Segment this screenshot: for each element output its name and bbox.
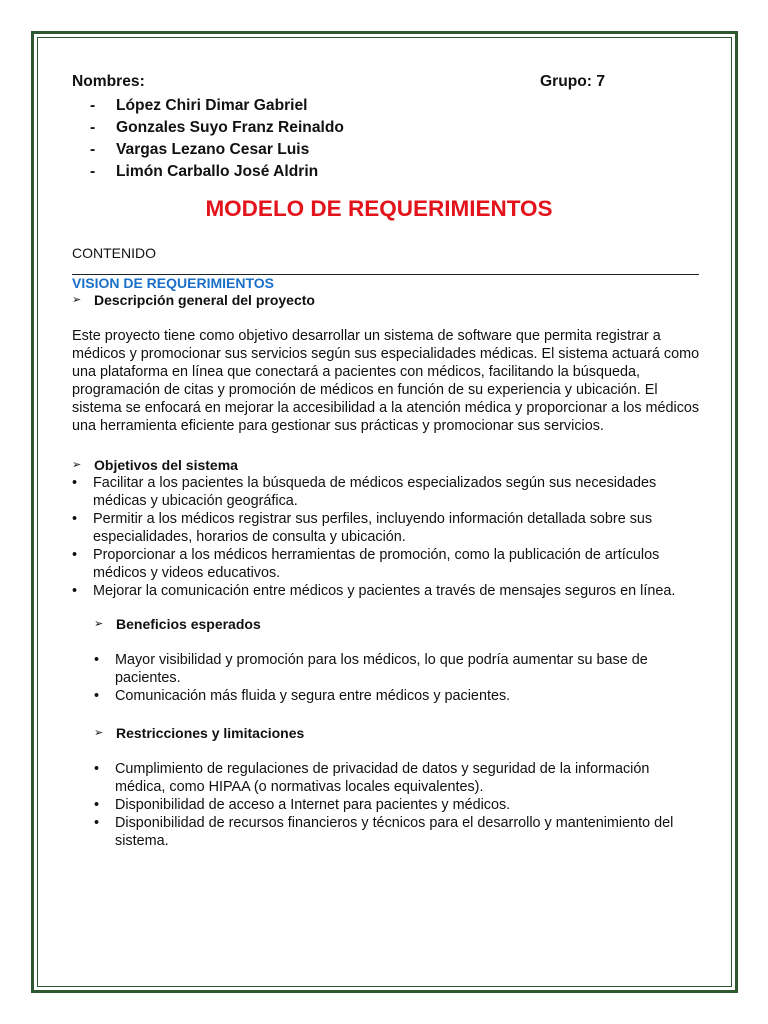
dash-marker: -: [90, 141, 96, 158]
name-text: Vargas Lezano Cesar Luis: [116, 141, 310, 158]
list-item-text: Mejorar la comunicación entre médicos y pacientes a través de mensajes seguros en línea.: [93, 583, 676, 600]
nombres-label: Nombres:: [72, 73, 145, 90]
dash-marker: -: [90, 163, 96, 180]
document-title: MODELO DE REQUERIMIENTOS: [205, 196, 553, 221]
name-text: Limón Carballo José Aldrin: [116, 163, 319, 180]
arrow-bullet-icon: ➢: [94, 618, 104, 631]
bullet-icon: •: [94, 760, 100, 777]
subheading-text: Objetivos del sistema: [94, 456, 238, 473]
name-item: [90, 161, 700, 183]
list-item-text: Disponibilidad de recursos financieros y técnicos para el desarrollo y mantenimiento del sistema.: [115, 814, 674, 849]
arrow-bullet-icon: ➢: [94, 726, 104, 739]
bullet-icon: •: [72, 474, 78, 491]
list-item: [72, 582, 700, 600]
name-text: López Chiri Dimar Gabriel: [116, 97, 308, 114]
list-item-text: Proporcionar a los médicos herramientas de promoción, como la publicación de artículos médicos y videos educativos.: [93, 546, 660, 582]
objetivos-list: [72, 474, 700, 601]
list-item: [94, 814, 700, 850]
name-item: [90, 139, 700, 161]
bullet-icon: •: [94, 652, 100, 669]
name-item: [90, 117, 700, 139]
indented-block: [72, 615, 700, 850]
restricciones-list: [94, 760, 700, 850]
bullet-icon: •: [72, 510, 78, 527]
list-item: [94, 651, 700, 687]
list-item: [72, 546, 700, 582]
section-heading-vision: VISION DE REQUERIMIENTOS: [72, 275, 274, 291]
bullet-icon: •: [72, 546, 78, 563]
list-item-text: Mayor visibilidad y promoción para los médicos, lo que podría aumentar su base de pacientes.: [115, 652, 648, 687]
subheading-beneficios: [94, 615, 700, 633]
list-item-text: Disponibilidad de acceso a Internet para pacientes y médicos.: [115, 796, 511, 813]
subheading-objetivos: [72, 456, 700, 474]
subheading-text: Restricciones y limitaciones: [116, 724, 305, 741]
names-list: [72, 95, 700, 183]
arrow-bullet-icon: ➢: [72, 458, 82, 471]
subheading-text: Beneficios esperados: [116, 616, 261, 633]
subheading-restricciones: [94, 724, 700, 742]
list-item-text: Comunicación más fluida y segura entre médicos y pacientes.: [115, 688, 511, 705]
list-item: [72, 510, 700, 546]
bullet-icon: •: [94, 796, 100, 813]
bullet-icon: •: [94, 688, 100, 705]
bullet-icon: •: [72, 583, 78, 600]
list-item: [94, 687, 700, 705]
list-item: [94, 796, 700, 814]
list-item: [72, 474, 700, 510]
dash-marker: -: [90, 119, 96, 136]
name-item: [90, 95, 700, 117]
descripcion-paragraph: Este proyecto tiene como objetivo desarrollar un sistema de software que permita registrar a médicos y promocionar sus servicios según sus especialidades médicas. El sistema actuará como una plataforma en línea que conectará a pacientes con médicos, facilitando la búsqueda, programación de citas y promoción de médicos en función de su experiencia y ubicación. El sistema se enfocará en mejorar la accesibilidad a la atención médica y proporcionar a los médicos una herramienta eficiente para gestionar sus prácticas y promocionar sus servicios.: [72, 328, 700, 435]
subheading-descripcion: [72, 291, 700, 309]
beneficios-list: [94, 651, 700, 705]
list-item-text: Facilitar a los pacientes la búsqueda de médicos especializados según sus necesidades médicas y ubicación geográfica.: [93, 474, 657, 509]
list-item-text: Permitir a los médicos registrar sus perfiles, incluyendo información detallada sobre sus especialidades, horarios de consulta y ubicación.: [93, 510, 653, 545]
grupo-label: Grupo: 7: [540, 73, 605, 90]
list-item-text: Cumplimiento de regulaciones de privacidad de datos y seguridad de la información médica, como HIPAA (o normativas locales equivalentes).: [115, 760, 650, 795]
arrow-bullet-icon: ➢: [72, 294, 82, 306]
name-text: Gonzales Suyo Franz Reinaldo: [116, 119, 344, 136]
document-page: [72, 73, 700, 850]
header-row: [72, 73, 700, 95]
subheading-text: Descripción general del proyecto: [94, 292, 315, 308]
contenido-label: CONTENIDO: [72, 245, 156, 261]
bullet-icon: •: [94, 814, 100, 831]
dash-marker: -: [90, 97, 96, 114]
list-item: [94, 760, 700, 796]
